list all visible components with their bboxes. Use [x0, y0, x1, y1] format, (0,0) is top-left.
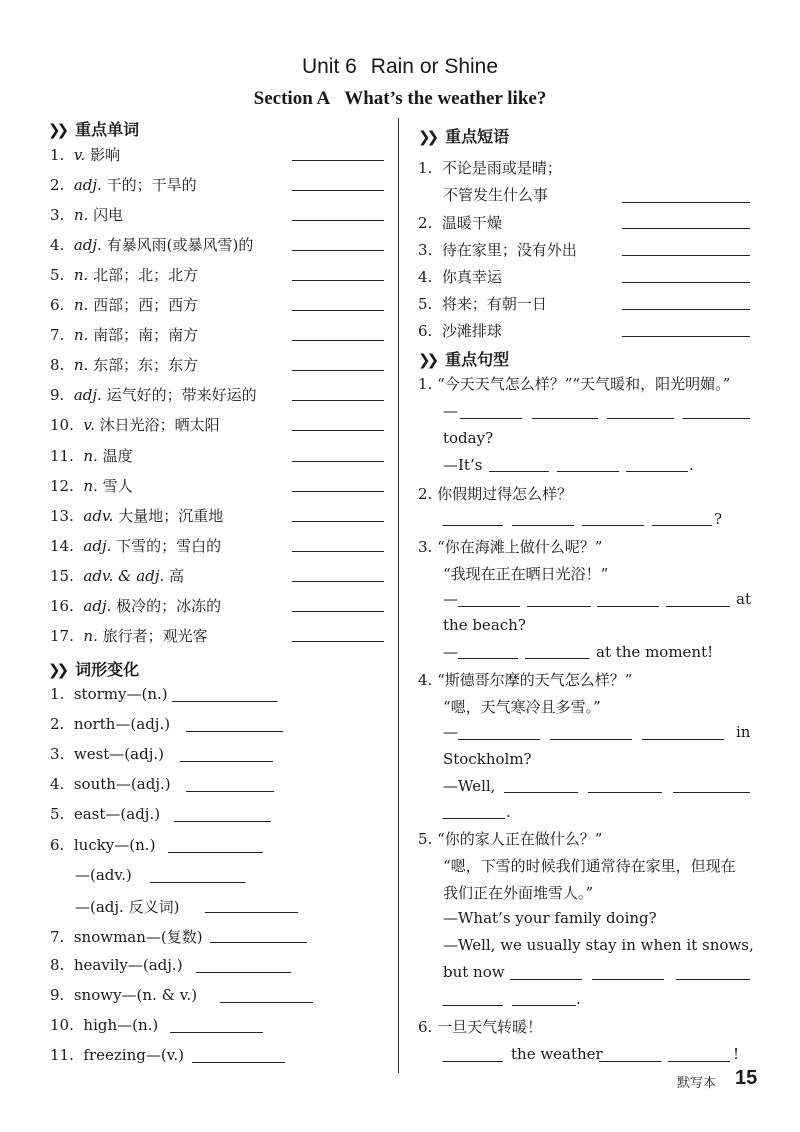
double-chevron-icon: ❯❯: [48, 121, 66, 139]
word-form-item: [50, 1016, 158, 1034]
vocab-item: [50, 204, 123, 225]
section-heading-phrases: ❯❯ 重点短语: [418, 127, 510, 146]
item-number: 11.: [50, 447, 74, 465]
item-number: 3.: [50, 206, 65, 224]
item-number: 15.: [50, 567, 74, 585]
vocab-item: [50, 174, 197, 195]
sentence-1-today: today?: [443, 429, 494, 447]
answer-blank[interactable]: [626, 471, 688, 472]
part-of-speech: v.: [73, 146, 86, 164]
vocab-item: [50, 354, 198, 375]
answer-blank[interactable]: [527, 606, 591, 607]
word-form-prompt: —(adv.): [75, 866, 132, 884]
sentence-3-dash: —: [443, 590, 458, 608]
item-number: 1.: [50, 146, 65, 164]
item-number: 6.: [418, 322, 433, 340]
chinese-meaning: 雪人: [102, 477, 133, 495]
answer-blank[interactable]: [292, 370, 384, 371]
phrase-item: [418, 212, 502, 233]
vocab-item: [50, 144, 120, 165]
answer-blank[interactable]: [205, 912, 298, 913]
item-number: 13.: [50, 507, 74, 525]
chinese-meaning: 温度: [102, 447, 133, 465]
item-number: 7.: [50, 326, 65, 344]
answer-blank[interactable]: [622, 202, 750, 203]
answer-blank[interactable]: [220, 1002, 313, 1003]
item-number: 3.: [418, 241, 433, 259]
sentence-4-dash: —: [443, 723, 458, 741]
answer-blank[interactable]: [196, 972, 291, 973]
item-number: 6.: [50, 836, 65, 854]
answer-blank[interactable]: [676, 979, 750, 980]
answer-blank[interactable]: [673, 792, 750, 793]
answer-blank[interactable]: [458, 739, 540, 740]
chinese-meaning: 旅行者；观光客: [102, 627, 208, 645]
item-number: 10.: [50, 416, 74, 434]
section-title: Section A What’s the weather like?: [253, 88, 547, 109]
answer-blank[interactable]: [292, 581, 384, 582]
word-form-prompt: north—(adj.): [73, 715, 171, 733]
sentence-5-en1: —What’s your family doing?: [443, 909, 657, 927]
part-of-speech: adj.: [73, 386, 102, 404]
chinese-meaning: 有暴风雨(或暴风雪)的: [106, 236, 254, 254]
part-of-speech: n.: [73, 266, 89, 284]
word-form-item: [50, 775, 171, 793]
answer-blank[interactable]: [588, 792, 662, 793]
answer-blank[interactable]: [168, 852, 263, 853]
word-at: at: [736, 590, 751, 608]
answer-blank[interactable]: [292, 280, 384, 281]
chinese-meaning: 运气好的；带来好运的: [106, 386, 257, 404]
word-form-item: [50, 745, 164, 763]
answer-blank[interactable]: [532, 418, 598, 419]
item-number: 1.: [50, 685, 65, 703]
period: .: [506, 803, 511, 821]
answer-blank[interactable]: [607, 418, 674, 419]
vocab-item: [50, 535, 221, 556]
part-of-speech: adj.: [83, 537, 112, 555]
item-number: 10.: [50, 1016, 74, 1034]
chinese-meaning: 高: [169, 567, 185, 585]
sentence-3-cn2: “我现在正在晒日光浴！”: [443, 565, 609, 583]
answer-blank[interactable]: [174, 821, 271, 822]
section-heading-sentences: ❯❯ 重点句型: [418, 350, 510, 369]
answer-blank[interactable]: [622, 336, 750, 337]
word-form-prompt: stormy—(n.): [73, 685, 168, 703]
item-number: 16.: [50, 597, 74, 615]
vocab-item: [50, 625, 208, 646]
sentence-3-moment: at the moment!: [596, 643, 714, 661]
part-of-speech: n.: [83, 447, 98, 465]
answer-blank[interactable]: [292, 641, 384, 642]
answer-blank[interactable]: [186, 791, 274, 792]
sentence-6-weather: the weather: [511, 1045, 603, 1063]
word-form-prompt: snowman—(复数): [73, 928, 203, 946]
section-heading-words: ❯❯ 重点单词: [48, 120, 140, 139]
answer-blank[interactable]: [292, 220, 384, 221]
answer-blank[interactable]: [652, 525, 712, 526]
item-number: 9.: [50, 386, 65, 404]
answer-blank[interactable]: [443, 1005, 503, 1006]
item-number: 8.: [50, 956, 65, 974]
vocab-item: [50, 505, 223, 526]
answer-blank[interactable]: [666, 606, 730, 607]
phrase-meaning: 沙滩排球: [441, 322, 502, 340]
answer-blank[interactable]: [622, 228, 750, 229]
answer-blank[interactable]: [170, 1032, 263, 1033]
answer-blank[interactable]: [186, 731, 283, 732]
word-form-item: [50, 836, 155, 854]
word-form-item: [50, 685, 168, 703]
answer-blank[interactable]: [668, 1061, 730, 1062]
answer-blank[interactable]: [642, 739, 724, 740]
double-chevron-icon: ❯❯: [48, 661, 66, 679]
phrase-item: [418, 293, 547, 314]
word-form-prompt: lucky—(n.): [73, 836, 156, 854]
chinese-meaning: 极冷的；冰冻的: [116, 597, 222, 615]
vocab-item: [50, 565, 184, 586]
word-form-prompt: south—(adj.): [73, 775, 171, 793]
question-mark: ?: [714, 510, 723, 528]
item-number: 2.: [50, 176, 65, 194]
phrase-meaning: 待在家里；没有外出: [441, 241, 577, 259]
item-number: 7.: [50, 928, 65, 946]
item-number: 5.: [418, 295, 433, 313]
item-number: 8.: [50, 356, 65, 374]
phrase-item: [418, 157, 562, 178]
word-form-item: [50, 715, 170, 733]
vocab-item: [50, 294, 198, 315]
answer-blank[interactable]: [510, 979, 582, 980]
part-of-speech: adv. & adj.: [83, 567, 165, 585]
part-of-speech: adj.: [73, 236, 102, 254]
chinese-meaning: 东部；东；东方: [93, 356, 199, 374]
word-form-item: [75, 896, 179, 917]
sentence-4: 4. “斯德哥尔摩的天气怎么样？”: [418, 671, 633, 689]
sentence-5-cn2: “嗯，下雪的时候我们通常待在家里，但现在: [443, 857, 736, 875]
footer-label: 默写本: [677, 1076, 717, 1091]
part-of-speech: v.: [83, 416, 95, 434]
sentence-6: 6. 一旦天气转暖！: [418, 1018, 543, 1036]
chinese-meaning: 闪电: [93, 206, 124, 224]
answer-blank[interactable]: [489, 471, 549, 472]
answer-blank[interactable]: [622, 309, 750, 310]
word-form-item: [50, 986, 197, 1004]
sentence-3-dash2: —: [443, 643, 458, 661]
word-form-prompt: heavily—(adj.): [73, 956, 183, 974]
part-of-speech: n.: [83, 477, 98, 495]
phrase-item: [418, 320, 502, 341]
answer-blank[interactable]: [150, 882, 245, 883]
word-form-item: [75, 866, 132, 884]
word-in: in: [736, 723, 751, 741]
vocab-item: [50, 414, 220, 435]
vocab-item: [50, 595, 221, 616]
phrase-meaning-line2: 不管发生什么事: [443, 186, 549, 204]
phrase-meaning: 将来；有朝一日: [441, 295, 547, 313]
item-number: 11.: [50, 1046, 74, 1064]
vocab-item: [50, 234, 253, 255]
item-number: 14.: [50, 537, 74, 555]
period: .: [576, 990, 581, 1008]
part-of-speech: n.: [73, 296, 89, 314]
part-of-speech: n.: [73, 326, 89, 344]
answer-blank[interactable]: [292, 491, 384, 492]
word-form-prompt: snowy—(n. & v.): [73, 986, 198, 1004]
part-of-speech: n.: [73, 206, 89, 224]
item-number: 5.: [50, 266, 65, 284]
answer-blank[interactable]: [592, 979, 664, 980]
item-number: 2.: [418, 214, 433, 232]
answer-blank[interactable]: [292, 340, 384, 341]
item-number: 4.: [50, 775, 65, 793]
answer-blank[interactable]: [460, 418, 522, 419]
part-of-speech: adv.: [83, 507, 114, 525]
answer-blank[interactable]: [292, 190, 384, 191]
answer-blank[interactable]: [210, 942, 307, 943]
phrase-item: [418, 239, 577, 260]
sentence-5-cn3: 我们正在外面堆雪人。”: [443, 884, 594, 902]
answer-blank[interactable]: [292, 611, 384, 612]
phrase-meaning: 你真幸运: [441, 268, 502, 286]
sentence-4-well: —Well,: [443, 777, 496, 795]
part-of-speech: n.: [83, 627, 98, 645]
double-chevron-icon: ❯❯: [418, 128, 436, 146]
part-of-speech: adj.: [73, 176, 102, 194]
answer-blank[interactable]: [504, 792, 578, 793]
phrase-item: [418, 266, 502, 287]
answer-blank[interactable]: [512, 525, 574, 526]
chinese-meaning: 西部；西；西方: [93, 296, 199, 314]
sentence-1-dash: —: [443, 402, 458, 420]
answer-blank[interactable]: [622, 282, 750, 283]
answer-blank[interactable]: [525, 658, 589, 659]
vocab-item: [50, 445, 133, 466]
item-number: 17.: [50, 627, 74, 645]
answer-blank[interactable]: [192, 1062, 285, 1063]
word-form-item: [50, 956, 183, 974]
chinese-meaning: 影响: [90, 146, 121, 164]
item-number: 12.: [50, 477, 74, 495]
vocab-item: [50, 475, 133, 496]
chinese-meaning: 大量地；沉重地: [118, 507, 224, 525]
answer-blank[interactable]: [458, 606, 520, 607]
sentence-3-beach: the beach?: [443, 616, 526, 634]
item-number: 6.: [50, 296, 65, 314]
page-number: 15: [735, 1067, 758, 1089]
answer-blank[interactable]: [599, 1061, 661, 1062]
sentence-1-its: —It’s: [443, 456, 483, 474]
sentence-5-en2: —Well, we usually stay in when it snows,: [443, 936, 754, 954]
item-number: 4.: [50, 236, 65, 254]
answer-blank[interactable]: [683, 418, 750, 419]
sentence-1: 1. “今天天气怎么样？”“天气暖和，阳光明媚。”: [418, 375, 731, 393]
part-of-speech: n.: [73, 356, 89, 374]
chinese-meaning: 北部；北；北方: [93, 266, 199, 284]
answer-blank[interactable]: [550, 739, 632, 740]
exclamation: !: [733, 1045, 740, 1063]
answer-blank[interactable]: [443, 525, 503, 526]
phrase-meaning: 温暖干燥: [441, 214, 502, 232]
answer-blank[interactable]: [557, 471, 619, 472]
word-form-prompt: east—(adj.): [73, 805, 161, 823]
double-chevron-icon: ❯❯: [418, 351, 436, 369]
sentence-5: 5. “你的家人正在做什么？”: [418, 830, 603, 848]
answer-blank[interactable]: [582, 525, 644, 526]
chinese-meaning: 下雪的；雪白的: [116, 537, 222, 555]
answer-blank[interactable]: [292, 461, 384, 462]
answer-blank[interactable]: [292, 160, 384, 161]
section-heading-forms: ❯❯ 词形变化: [48, 660, 140, 679]
answer-blank[interactable]: [443, 1061, 503, 1062]
vocab-item: [50, 324, 198, 345]
item-number: 4.: [418, 268, 433, 286]
sentence-4-stockholm: Stockholm?: [443, 750, 532, 768]
chinese-meaning: 南部；南；南方: [93, 326, 199, 344]
chinese-meaning: 干的；干旱的: [106, 176, 197, 194]
sentence-2: 2. 你假期过得怎么样？: [418, 485, 573, 503]
answer-blank[interactable]: [292, 521, 384, 522]
item-number: 3.: [50, 745, 65, 763]
word-form-item: [50, 805, 160, 823]
vocab-item: [50, 264, 198, 285]
word-form-item: [50, 1046, 184, 1064]
item-number: 2.: [50, 715, 65, 733]
word-form-prompt: high—(n.): [83, 1016, 159, 1034]
word-form-prompt: west—(adj.): [73, 745, 164, 763]
answer-blank[interactable]: [180, 761, 273, 762]
chinese-meaning: 沐日光浴；晒太阳: [99, 416, 220, 434]
unit-title: Unit 6 Rain or Shine: [301, 55, 499, 78]
answer-blank[interactable]: [622, 255, 750, 256]
answer-blank[interactable]: [292, 310, 384, 311]
answer-blank[interactable]: [512, 1005, 576, 1006]
phrase-meaning: 不论是雨或是晴；: [441, 159, 562, 177]
sentence-5-but: but now: [443, 963, 505, 981]
column-divider: [398, 118, 399, 1073]
item-number: 1.: [418, 159, 433, 177]
answer-blank[interactable]: [292, 250, 384, 251]
item-number: 9.: [50, 986, 65, 1004]
answer-blank[interactable]: [292, 430, 384, 431]
sentence-4-cn2: “嗯，天气寒冷且多雪。”: [443, 698, 601, 716]
word-form-item: [50, 926, 203, 947]
answer-blank[interactable]: [458, 658, 518, 659]
word-form-prompt: —(adj. 反义词): [75, 898, 180, 916]
answer-blank[interactable]: [443, 818, 505, 819]
period: .: [689, 456, 694, 474]
part-of-speech: adj.: [83, 597, 112, 615]
answer-blank[interactable]: [292, 551, 384, 552]
answer-blank[interactable]: [172, 701, 277, 702]
answer-blank[interactable]: [597, 606, 659, 607]
answer-blank[interactable]: [292, 400, 384, 401]
item-number: 5.: [50, 805, 65, 823]
vocab-item: [50, 384, 257, 405]
word-form-prompt: freezing—(v.): [83, 1046, 185, 1064]
sentence-3: 3. “你在海滩上做什么呢？”: [418, 538, 603, 556]
